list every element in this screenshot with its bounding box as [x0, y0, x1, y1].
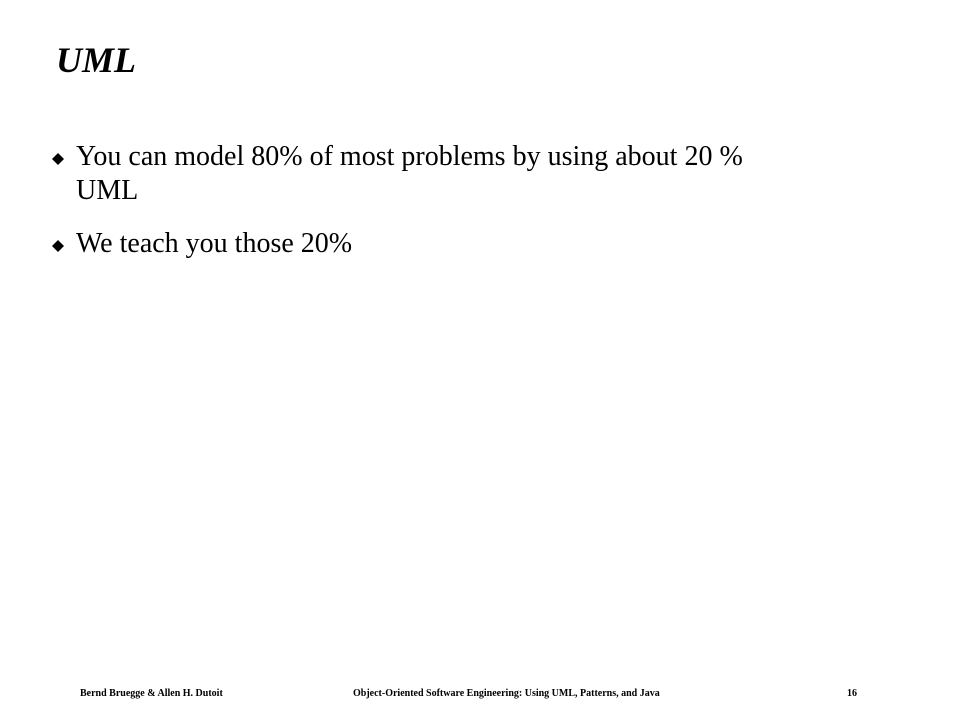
bullet-text-line: You can model 80% of most problems by using about 20 % — [76, 141, 743, 172]
bullet-item — [48, 227, 878, 261]
footer-book-title: Object-Oriented Software Engineering: Using UML, Patterns, and Java — [353, 688, 660, 699]
footer-authors: Bernd Bruegge & Allen H. Dutoit — [80, 688, 223, 699]
bullet-item — [48, 140, 878, 208]
bullet-text-line: UML — [76, 175, 139, 206]
bullet-list — [48, 140, 878, 280]
slide-title: UML — [56, 40, 136, 80]
diamond-bullet-icon — [52, 240, 64, 252]
diamond-bullet-icon — [52, 153, 64, 165]
bullet-text-line: We teach you those 20% — [76, 228, 353, 259]
footer-page-number: 16 — [847, 688, 857, 699]
